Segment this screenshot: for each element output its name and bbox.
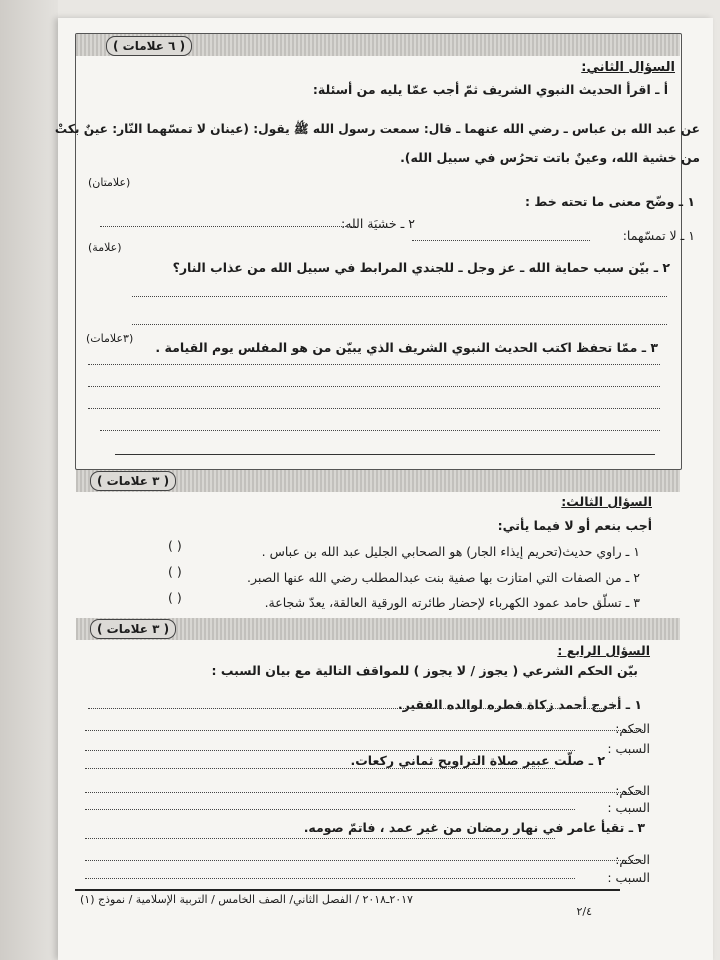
q4-hukm-line-3[interactable] [85,860,645,861]
sub-3-marks: (٣علامات) [86,332,134,345]
q4-sabab-3: السبب : [607,870,650,885]
q4-hukm-1: الحكم: [615,721,650,736]
sub-3-question: ٣ ـ ممّا تحفظ اكتب الحديث النبوي الشريف الذي يبيّن من هو المفلس يوم القيامة . [155,340,658,355]
question-3-intro: أجب بنعم أو لا فيما يأتي: [497,518,652,533]
q4-line-2a[interactable] [85,768,555,769]
footer-text: ٢٠١٧ـ٢٠١٨ / الفصل الثاني/ الصف الخامس / التربية الإسلامية / نموذج (١) [80,893,413,906]
q4-sabab-line-3[interactable] [85,878,575,879]
q4-sabab-1: السبب : [607,741,650,756]
q3-statement-2: ٢ ـ من الصفات التي امتازت بها صفية بنت عبدالمطلب رضي الله عنها الصبر. [247,570,640,585]
sub-2-marks: (علامة) [88,241,122,254]
sub-1-item-b: ٢ ـ خشيَة الله: [341,216,415,231]
question-4-marks: ( ٣ علامات ) [90,619,176,639]
q4-hukm-line-1[interactable] [85,730,645,731]
q4-case-2: ٢ ـ صلّت عبير صلاة التراويح ثماني ركعات. [350,753,605,768]
answer-line-2a[interactable] [132,296,667,297]
q4-hukm-2: الحكم: [615,783,650,798]
answer-line-1a[interactable] [412,240,590,241]
question-3-heading: السؤال الثالث: [561,494,652,509]
question-2-box [75,33,682,470]
sub-1-marks: (علامتان) [88,176,131,189]
page-edge-shadow [0,0,58,960]
hadith-line-2: من خشية الله، وعينٌ باتت تحرُس في سبيل الله). [400,150,700,165]
sub-2-question: ٢ ـ بيّن سبب حماية الله ـ عز وجل ـ للجندي المرابط في سبيل الله من عذاب النار؟ [172,260,670,275]
q3-answer-3[interactable]: ( ) [168,590,182,605]
question-3-marks: ( ٣ علامات ) [90,471,176,491]
q4-sabab-line-1[interactable] [85,750,575,751]
q4-case-1: ١ ـ أخرج أحمد زكاة فطره لوالده الفقير. [397,697,642,712]
hadith-line-1: عن عبد الله بن عباس ـ رضي الله عنهما ـ قال: سمعت رسول الله ﷺ يقول: (عينان لا تمسّهما النّار: عينٌ بكتْ [54,122,700,136]
q3-statement-3: ٣ ـ تسلّق حامد عمود الكهرباء لإحضار طائرته الورقية العالقة، يعدّ شجاعة. [264,595,640,610]
q4-line-3a[interactable] [85,838,555,839]
q4-line-1a[interactable] [88,708,618,709]
sub-1-item-a: ١ ـ لا تمسّهما: [622,228,695,243]
q3-statement-1: ١ ـ راوي حديث(تحريم إيذاء الجار) هو الصحابي الجليل عبد الله بن عباس . [261,544,640,559]
answer-line-3d[interactable] [100,430,660,431]
q4-hukm-line-2[interactable] [85,792,645,793]
q4-sabab-line-2[interactable] [85,809,575,810]
q3-answer-2[interactable]: ( ) [168,564,182,579]
question-4-intro: بيّن الحكم الشرعي ( يجوز / لا يجوز ) للمواقف التالية مع بيان السبب : [211,663,638,678]
q4-sabab-2: السبب : [607,800,650,815]
question-4-heading: السؤال الرابع : [557,643,650,658]
answer-line-2b[interactable] [132,324,667,325]
question-2-marks: ( ٦ علامات ) [106,36,192,56]
q4-hukm-3: الحكم: [615,852,650,867]
footer-rule [75,889,620,891]
page-number: ٢/٤ [576,905,592,918]
answer-line-3c[interactable] [88,408,660,409]
answer-line-3e[interactable] [115,454,655,455]
question-2-intro: أ ـ اقرأ الحديث النبوي الشريف ثمّ أجب عمّا يليه من أسئلة: [312,82,668,97]
answer-line-3a[interactable] [88,364,660,365]
q4-case-3: ٣ ـ تقيأ عامر في نهار رمضان من غير عمد ، فاتمّ صومه. [303,820,645,835]
sub-1-question: ١ ـ وضّح معنى ما تحته خط : [525,194,695,209]
question-2-heading: السؤال الثاني: [581,60,675,75]
answer-line-3b[interactable] [88,386,660,387]
answer-line-1b[interactable] [100,226,358,227]
q3-answer-1[interactable]: ( ) [168,538,182,553]
